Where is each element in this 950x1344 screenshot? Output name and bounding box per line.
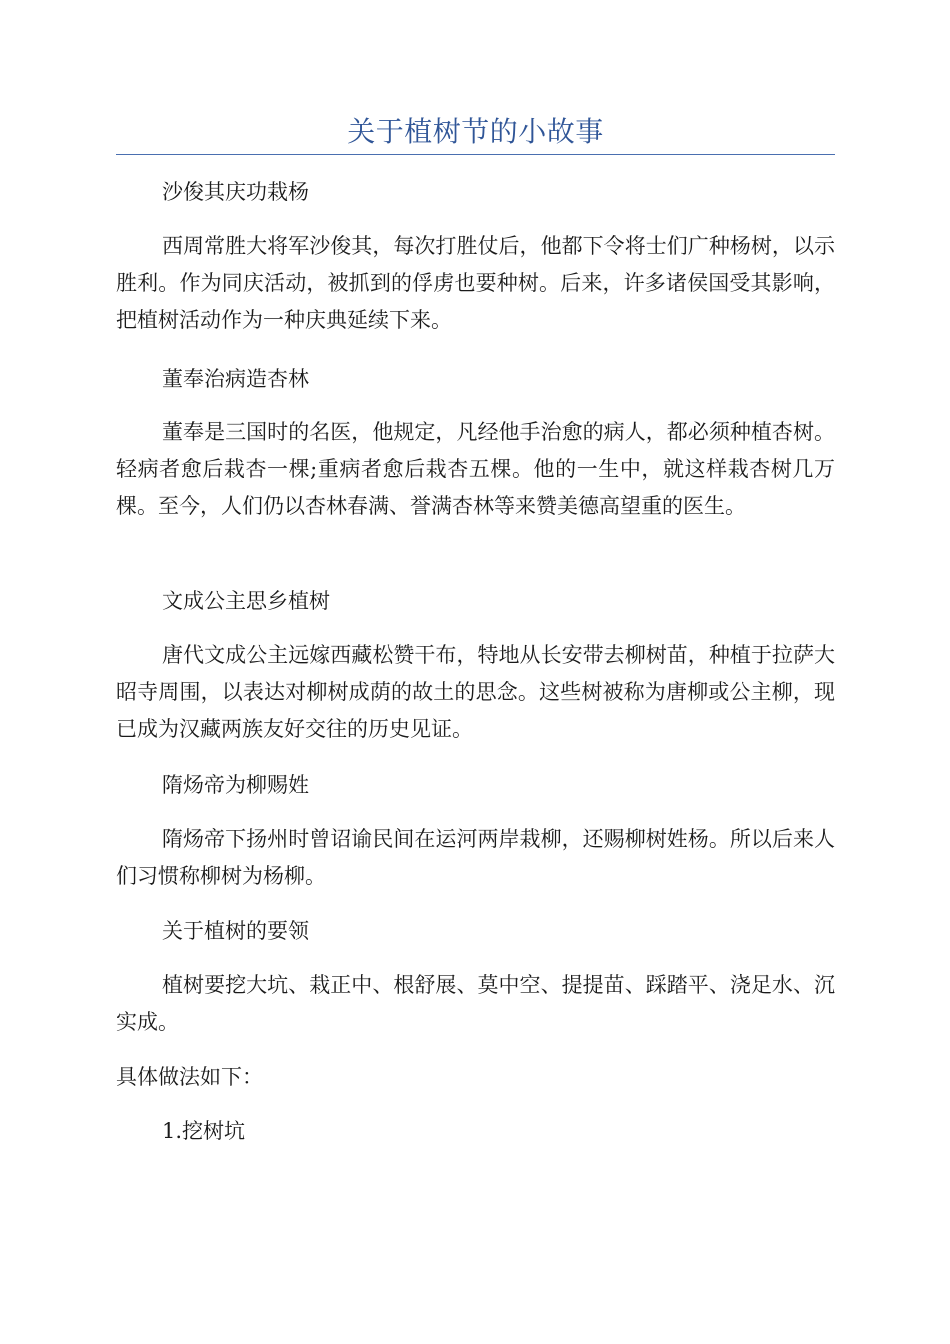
document-title: 关于植树节的小故事 bbox=[347, 115, 604, 148]
body-paragraph: 具体做法如下： bbox=[116, 1065, 263, 1089]
section-heading: 文成公主思乡植树 bbox=[162, 589, 330, 613]
title-underline bbox=[116, 154, 835, 155]
body-paragraph: 隋炀帝下扬州时曾诏谕民间在运河两岸栽柳，还赐柳树姓杨。所以后来人们习惯称柳树为杨柳。 bbox=[116, 827, 835, 888]
section-heading: 董奉治病造杏林 bbox=[162, 367, 309, 391]
document-page bbox=[116, 0, 835, 1344]
body-paragraph: 西周常胜大将军沙俊其，每次打胜仗后，他都下令将士们广种杨树，以示胜利。作为同庆活动，被抓到的俘虏也要种树。后来，许多诸侯国受其影响，把植树活动作为一种庆典延续下来。 bbox=[116, 234, 835, 332]
list-item: 1.挖树坑 bbox=[162, 1119, 246, 1143]
body-paragraph: 唐代文成公主远嫁西藏松赞干布，特地从长安带去柳树苗，种植于拉萨大昭寺周围，以表达对柳树成荫的故土的思念。这些树被称为唐柳或公主柳，现已成为汉藏两族友好交往的历史见证。 bbox=[116, 643, 835, 741]
body-paragraph: 董奉是三国时的名医，他规定，凡经他手治愈的病人，都必须种植杏树。轻病者愈后栽杏一棵;重病者愈后栽杏五棵。他的一生中，就这样栽杏树几万棵。至今，人们仍以杏林春满、誉满杏林等来赞美德高望重的医生。 bbox=[116, 420, 835, 518]
body-paragraph: 植树要挖大坑、栽正中、根舒展、莫中空、提提苗、踩踏平、浇足水、沉实成。 bbox=[116, 973, 835, 1034]
section-heading: 隋炀帝为柳赐姓 bbox=[162, 773, 309, 797]
section-heading: 沙俊其庆功栽杨 bbox=[162, 180, 309, 204]
section-heading: 关于植树的要领 bbox=[162, 919, 309, 943]
